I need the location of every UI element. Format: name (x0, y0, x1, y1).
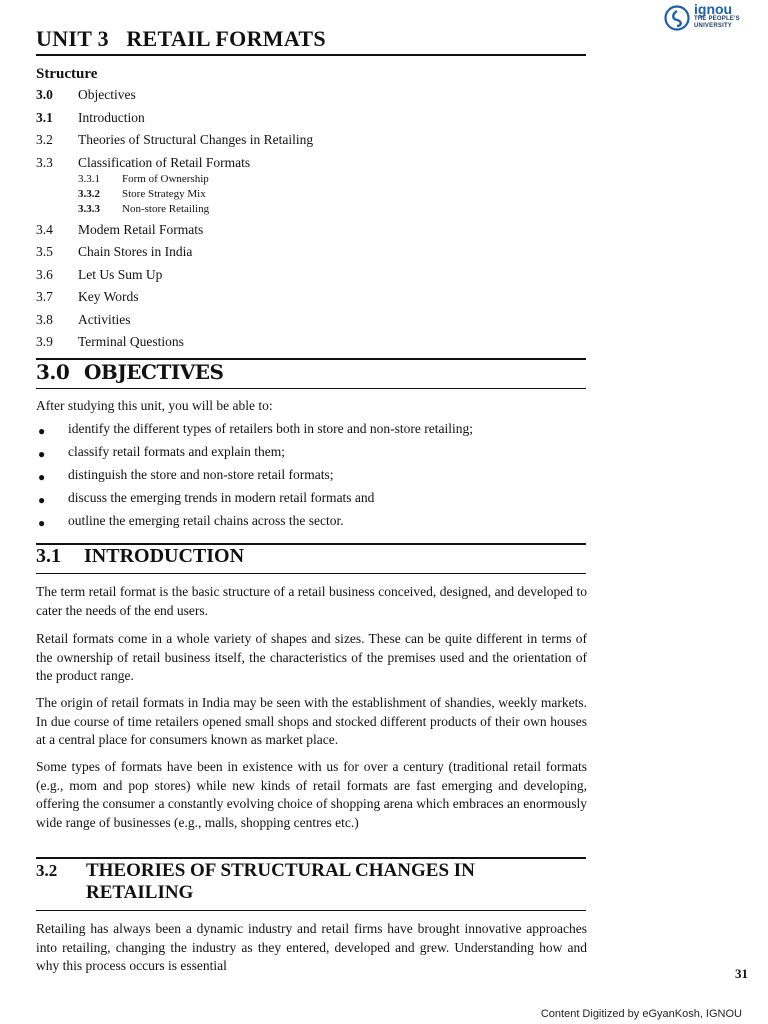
intro-paragraph: Retail formats come in a whole variety of shapes and sizes. These can be quite different in terms of the ownership of retail business itself, the characteristics of the premises used and the orientation of the product range. (36, 631, 587, 683)
toc-subitem: 3.3.3 Non-store Retailing (78, 202, 210, 215)
bullet-icon: ● (38, 493, 46, 507)
unit-title: UNIT 3 RETAIL FORMATS (36, 26, 326, 51)
bullet-icon: ● (38, 470, 46, 484)
theories-bottom-rule (36, 910, 586, 911)
section-title-line2: RETAILING (86, 882, 194, 903)
list-item: ● discuss the emerging trends in modern retail formats and (38, 490, 375, 507)
theories-top-rule (36, 857, 586, 859)
section-number: 3.0 (36, 360, 70, 384)
page-number: 31 (735, 966, 748, 981)
toc-item: 3.7 Key Words (36, 289, 139, 304)
section-number: 3.1 (36, 545, 61, 567)
intro-paragraph: The term retail format is the basic structure of a retail business conceived, designed, and developed to cater the needs of the end users. (36, 584, 587, 618)
toc-item: 3.9 Terminal Questions (36, 334, 184, 349)
toc-item: 3.3 Classification of Retail Formats (36, 154, 251, 170)
toc-item: 3.4 Modem Retail Formats (36, 221, 204, 237)
structure-heading: Structure (36, 66, 98, 82)
section-title: INTRODUCTION (84, 545, 245, 567)
ignou-logo (664, 2, 764, 38)
introduction-heading (36, 545, 244, 568)
introduction-bottom-rule (36, 573, 586, 574)
footer-credit: Content Digitized by eGyanKosh, IGNOU (540, 1008, 742, 1020)
logo-line1: THE PEOPLE'S (694, 16, 740, 22)
list-item: ● classify retail formats and explain them; (38, 444, 286, 461)
objectives-bottom-rule (36, 388, 586, 389)
ignou-emblem-icon (664, 5, 690, 31)
title-rule (36, 54, 586, 56)
list-item: ● identify the different types of retailers both in store and non-store retailing; (38, 421, 474, 438)
objectives-heading (36, 360, 223, 384)
section-title-line1: THEORIES OF STRUCTURAL CHANGES IN (86, 860, 475, 881)
toc-item: 3.1 Introduction (36, 109, 145, 125)
toc-subitem: 3.3.2 Store Strategy Mix (78, 187, 206, 200)
list-item: ● outline the emerging retail chains across the sector. (38, 513, 344, 530)
bullet-icon: ● (38, 424, 46, 438)
theories-paragraph: Retailing has always been a dynamic industry and retail firms have brought innovative approaches into retailing, changing the industry as they entered, developed and grew. Understanding how and why this process occurs is essential (36, 921, 587, 973)
objectives-list (36, 421, 556, 536)
logo-line2: UNIVERSITY (694, 23, 733, 29)
intro-paragraph: Some types of formats have been in existence with us for over a century (traditional retail formats (e.g., mom and pop stores) while new kinds of retail formats are fast emerging and developing, offering the consumer a constantly evolving choice of shopping arena which embraces an enormously wide range of businesses (e.g., malls, shopping centres etc.) (36, 759, 587, 830)
intro-paragraph: The origin of retail formats in India may be seen with the establishment of shandies, weekly markets. In due course of time retailers opened small shops and stocked different products of their own houses at a central place for consumers known as market place. (36, 695, 587, 747)
theories-heading (36, 860, 576, 904)
toc-subitem: 3.3.1 Form of Ownership (78, 172, 209, 185)
objectives-lead: After studying this unit, you will be able to: (36, 398, 273, 413)
section-number: 3.2 (36, 861, 58, 880)
bullet-icon: ● (38, 516, 46, 530)
toc-item: 3.5 Chain Stores in India (36, 244, 193, 259)
bullet-icon: ● (38, 447, 46, 461)
toc-item: 3.0 Objectives (36, 87, 136, 102)
section-title: OBJECTIVES (84, 360, 224, 384)
toc-item: 3.6 Let Us Sum Up (36, 266, 163, 282)
table-of-contents (36, 87, 556, 357)
list-item: ● distinguish the store and non-store retail formats; (38, 467, 334, 484)
toc-item: 3.2 Theories of Structural Changes in Retailing (36, 132, 314, 147)
toc-item: 3.8 Activities (36, 311, 131, 327)
logo-name: ignou (694, 1, 733, 17)
